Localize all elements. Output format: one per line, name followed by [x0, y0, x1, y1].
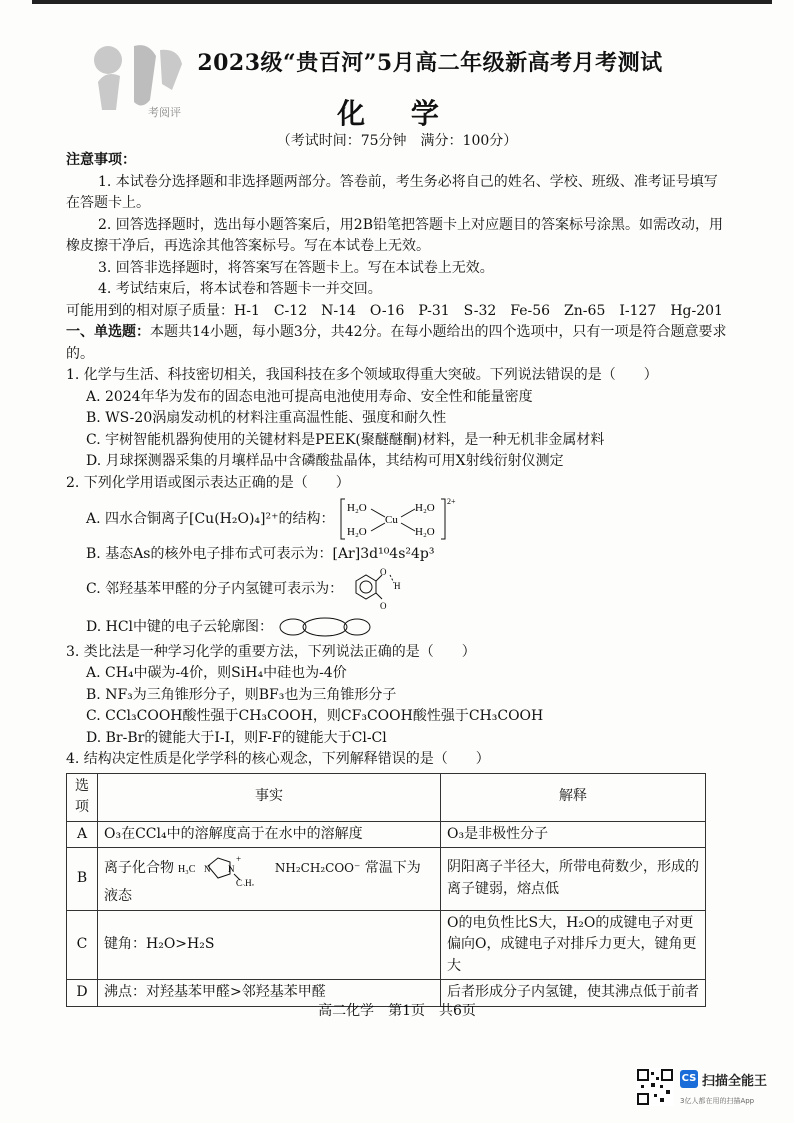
row-b-fact-text: 离子化合物 [104, 860, 174, 876]
cu-center: Cu [384, 514, 398, 526]
notes-title: 注意事项： [66, 152, 136, 168]
row-b-fact [98, 848, 441, 911]
row-c-fact: 键角：H₂O>H₂S [98, 910, 441, 980]
subject-title: 化 学 [337, 97, 457, 130]
q4-stem: 4. 结构决定性质是化学学科的核心观念，下列解释错误的是（ ） [66, 751, 490, 767]
note-item-4: 4. 考试结束后，将本试卷和答题卡一并交回。 [98, 281, 382, 297]
note-item-2: 2. 回答选择题时，选出每小题答案后，用2B铅笔把答题卡上对应题目的答案标号涂黑。如需改动，用橡皮擦干净后，再选涂其他答案标号。写在本试卷上无效。 [66, 216, 724, 254]
complex-charge: 2+ [446, 497, 456, 506]
q2-option-d-text: D. HCl中键的电子云轮廓图： [86, 618, 274, 635]
q2-stem: 2. 下列化学用语或图示表达正确的是（ ） [66, 474, 350, 491]
methyl-group: H₃C [178, 864, 196, 875]
hydroxybenzaldehyde-structure [348, 567, 408, 611]
note-item-1: 1. 本试卷分选择题和非选择题两部分。答卷前，考生务必将自己的姓名、学校、班级、准考证号填写在答题卡上。 [66, 173, 718, 211]
cu-complex-structure [339, 495, 459, 543]
anion-formula: NH₂CH₂COO⁻ [274, 861, 361, 875]
q3-option-d: D. Br-Br的键能大于I-I，则F-F的键能大于Cl-Cl [86, 729, 387, 746]
table-row [67, 848, 706, 911]
q1-option-b: B. WS-20涡扇发动机的材料注重高温性能、强度和耐久性 [86, 410, 447, 426]
ring-n-1: N [204, 864, 211, 874]
table-header-explain: 解释 [441, 773, 706, 821]
q2-option-d [66, 612, 730, 642]
q1-stem: 1. 化学与生活、科技密切相关，我国科技在多个领域取得重大突破。下列说法错误的是（ ） [66, 367, 658, 383]
row-c-option: C [67, 910, 98, 980]
row-a-option: A [67, 821, 98, 848]
camscanner-badge: CS [680, 1070, 698, 1088]
qr-code-icon [636, 1068, 674, 1106]
note-item-3: 3. 回答非选择题时，将答案写在答题卡上。写在本试卷上无效。 [98, 259, 494, 276]
q3-option-b: B. NF₃为三角锥形分子，则BF₃也为三角锥形分子 [86, 686, 397, 703]
row-b-option: B [67, 848, 98, 911]
row-a-explain: O₃是非极性分子 [441, 821, 706, 848]
q4-table [66, 773, 706, 1007]
atomic-masses: 可能用到的相对原子质量：H-1 C-12 N-14 O-16 P-31 S-32 Fe-56 Zn-65 I-127 Hg-201 [66, 302, 723, 319]
camscanner-watermark [636, 1068, 786, 1112]
row-b-fact-tail: 常温下为液态 [104, 860, 421, 904]
row-b-explain: 阴阳离子半径大，所带电荷数少，形成的离子键弱，熔点低 [441, 848, 706, 911]
hbond-o-top: O [379, 566, 387, 577]
cation-plus: + [236, 854, 242, 864]
table-header-row [67, 773, 706, 821]
camscanner-name: 扫描全能王 [702, 1074, 768, 1089]
page-footer: 高二化学 第1页 共6页 [318, 1003, 476, 1019]
exam-info: （考试时间：75分钟 满分：100分） [276, 133, 518, 149]
row-a-fact: O₃在CCl₄中的溶解度高于在水中的溶解度 [98, 821, 441, 848]
table-row [67, 821, 706, 848]
ring-n-2: N [228, 864, 235, 874]
h2o-ligand-4: H₂O [414, 526, 435, 538]
camscanner-sub: 3亿人都在用的扫描App [680, 1097, 755, 1105]
exam-content [66, 150, 730, 1007]
q2-option-c-text: C. 邻羟基苯甲醛的分子内氢键可表示为： [86, 580, 344, 597]
hbond-h: H [393, 580, 401, 591]
row-c-explain: O的电负性比S大，H₂O的成键电子对更偏向O，成键电子对排斥力更大，键角更大 [441, 910, 706, 980]
q2-option-a-text: A. 四水合铜离子[Cu(H₂O)₄]²⁺的结构： [86, 511, 335, 527]
table-header-option: 选项 [67, 773, 98, 821]
top-border [32, 0, 772, 4]
q2-option-c [66, 566, 730, 612]
hbond-o-bottom: O [379, 600, 387, 611]
q3-option-a: A. CH₄中碳为-4价，则SiH₄中硅也为-4价 [86, 665, 347, 681]
section1-desc: 本题共14小题，每小题3分，共42分。在每小题给出的四个选项中，只有一项是符合题意要求的。 [66, 324, 727, 362]
q1-option-a: A. 2024年华为发布的固态电池可提高电池使用寿命、安全性和能量密度 [86, 388, 533, 405]
row-d-explain: 后者形成分子内氢键，使其沸点低于前者 [441, 980, 706, 1007]
section1-heading [66, 322, 730, 365]
q1-option-d: D. 月球探测器采集的月壤样品中含磷酸盐晶体，其结构可用X射线衍射仪测定 [86, 453, 564, 469]
row-d-fact: 沸点：对羟基苯甲醛>邻羟基苯甲醛 [98, 980, 441, 1007]
exam-title: 2023级“贵百河”5月高二年级新高考月考测试 [197, 50, 663, 76]
ethyl-group: C₂H₅ [236, 878, 256, 886]
q3-stem: 3. 类比法是一种学习化学的重要方法，下列说法正确的是（ ） [66, 643, 476, 660]
hcl-electron-cloud [277, 616, 373, 638]
logo-text: 考阅评 [148, 106, 181, 119]
q2-option-a [66, 494, 730, 544]
q2-option-b: B. 基态As的核外电子排布式可表示为：[Ar]3d¹⁰4s²4p³ [86, 546, 435, 562]
row-d-option: D [67, 980, 98, 1007]
h2o-ligand-1: H₂O [346, 502, 367, 514]
h2o-ligand-2: H₂O [414, 502, 435, 514]
q1-option-c: C. 宇树智能机器狗使用的关键材料是PEEK(聚醚醚酮)材料，是一种无机非金属材料 [86, 431, 605, 448]
q3-option-c: C. CCl₃COOH酸性强于CH₃COOH，则CF₃COOH酸性强于CH₃COOH [86, 708, 544, 724]
ionic-liquid-structure [178, 850, 270, 886]
table-row [67, 910, 706, 980]
section1-title: 一、单选题： [66, 324, 150, 340]
table-header-fact: 事实 [98, 773, 441, 821]
h2o-ligand-3: H₂O [346, 526, 367, 538]
